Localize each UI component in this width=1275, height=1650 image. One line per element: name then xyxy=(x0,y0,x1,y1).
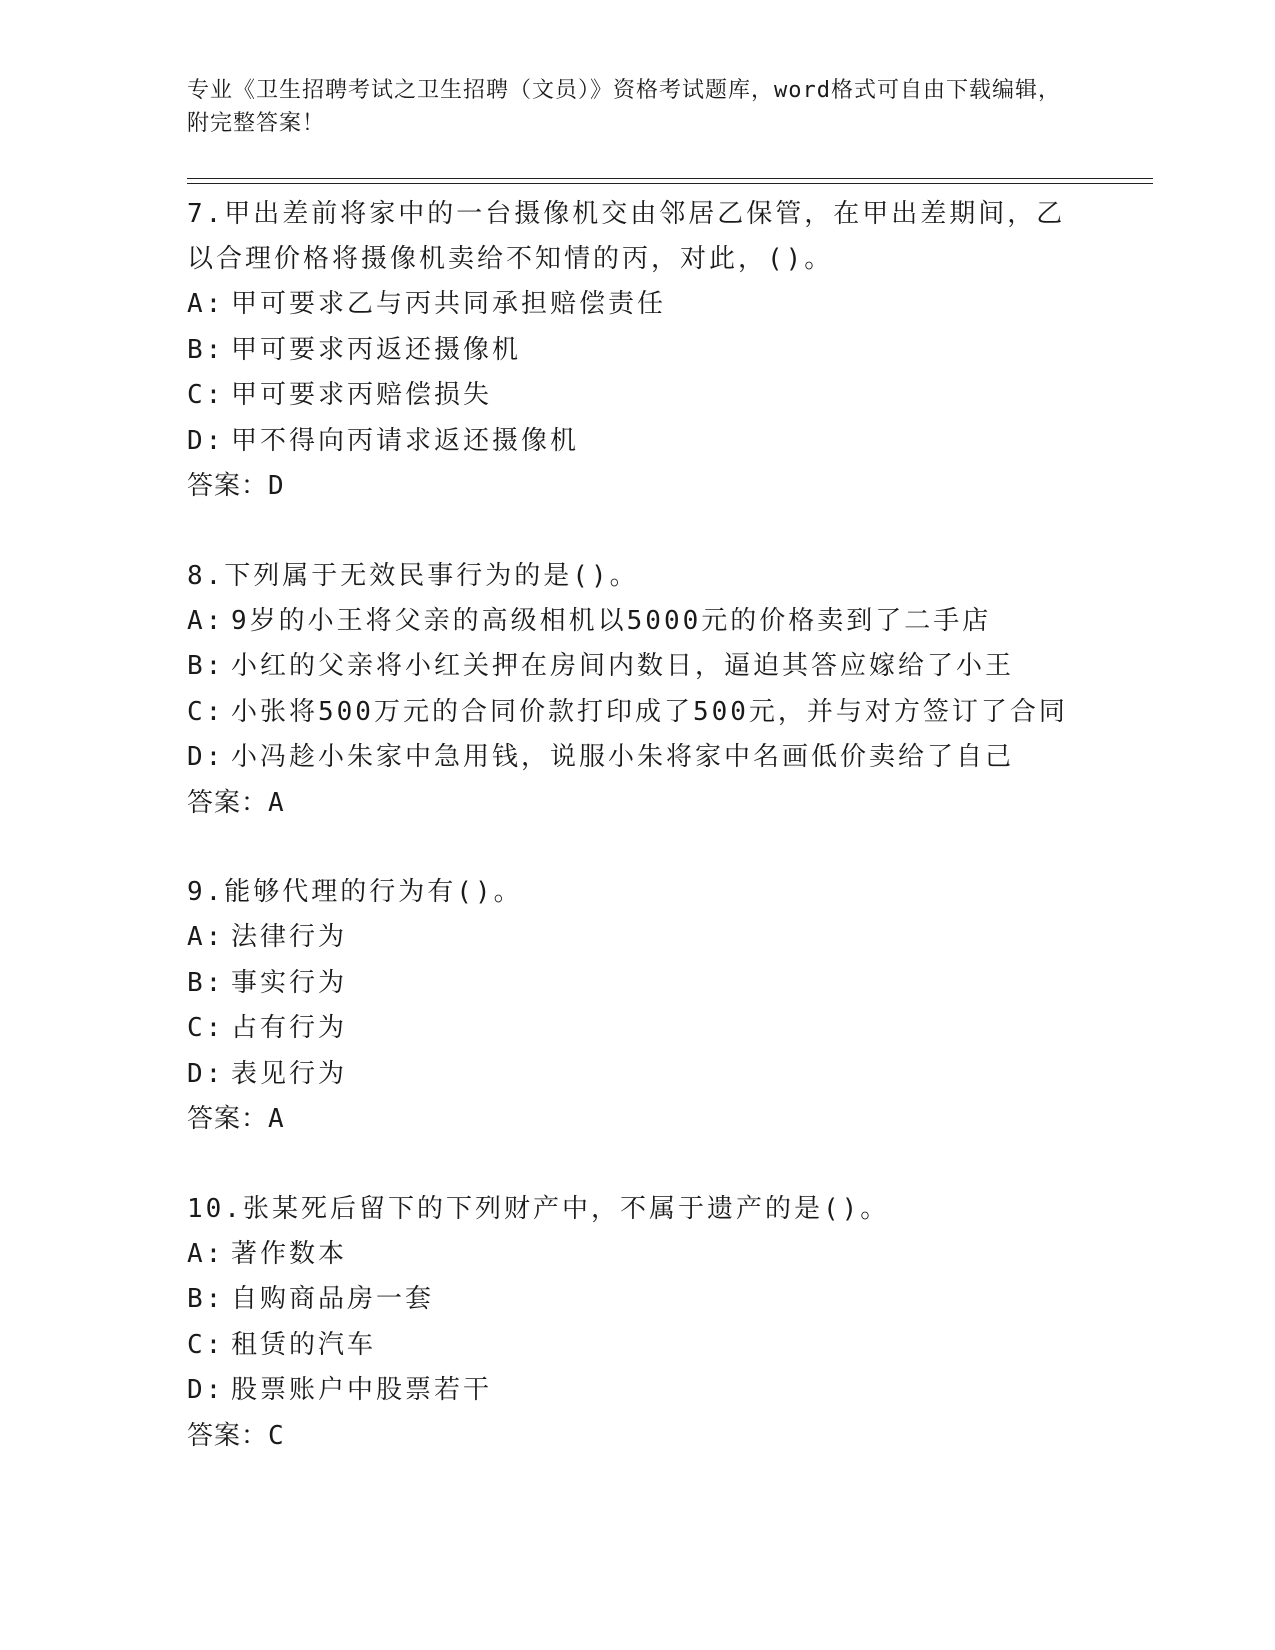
option-key: A: xyxy=(187,922,225,952)
question-text: 9.能够代理的行为有()。 xyxy=(187,877,523,907)
option-key: D: xyxy=(187,1375,225,1405)
option-key: C: xyxy=(187,1013,225,1043)
option-c xyxy=(187,373,1087,419)
question-9 xyxy=(187,870,1087,1143)
option-key: A: xyxy=(187,289,225,319)
option-c xyxy=(187,1006,1087,1052)
question-10 xyxy=(187,1187,1087,1460)
option-key: A: xyxy=(187,605,225,636)
option-text: 事实行为 xyxy=(231,967,348,998)
option-key: B: xyxy=(187,651,225,681)
option-text: 著作数本 xyxy=(231,1238,348,1269)
option-text: 租赁的汽车 xyxy=(231,1329,377,1360)
option-text: 甲不得向丙请求返还摄像机 xyxy=(231,425,580,456)
option-text: 小红的父亲将小红关押在房间内数日，逼迫其答应嫁给了小王 xyxy=(231,651,1015,681)
option-key: B: xyxy=(187,1284,225,1314)
question-list xyxy=(187,192,1087,1503)
option-text: 法律行为 xyxy=(231,922,348,952)
option-key: C: xyxy=(187,380,225,410)
option-d xyxy=(187,1052,1087,1098)
document-header: 专业《卫生招聘考试之卫生招聘（文员）》资格考试题库，word格式可自由下载编辑，附完整答案！ xyxy=(187,78,1061,136)
option-b xyxy=(187,961,1087,1007)
option-a xyxy=(187,1232,1087,1278)
option-a xyxy=(187,282,1087,328)
option-key: C: xyxy=(187,696,225,727)
option-b xyxy=(187,328,1087,374)
question-8 xyxy=(187,554,1087,827)
answer: 答案：A xyxy=(187,1104,285,1134)
option-d xyxy=(187,735,1087,781)
option-b xyxy=(187,1277,1087,1323)
option-text: 股票账户中股票若干 xyxy=(231,1375,493,1405)
option-text: 小张将500万元的合同价款打印成了500元，并与对方签订了合同 xyxy=(231,696,1068,727)
option-text: 9岁的小王将父亲的高级相机以5000元的价格卖到了二手店 xyxy=(231,605,992,636)
option-d xyxy=(187,1368,1087,1414)
option-text: 表见行为 xyxy=(231,1058,348,1089)
option-key: B: xyxy=(187,334,225,365)
option-a xyxy=(187,915,1087,961)
option-text: 小冯趁小朱家中急用钱，说服小朱将家中名画低价卖给了自己 xyxy=(231,742,1015,772)
option-text: 甲可要求丙返还摄像机 xyxy=(231,334,522,365)
option-key: A: xyxy=(187,1238,225,1269)
option-key: D: xyxy=(187,1058,225,1089)
option-text: 甲可要求乙与丙共同承担赔偿责任 xyxy=(231,289,667,319)
answer: 答案：D xyxy=(187,471,285,501)
option-c xyxy=(187,1323,1087,1369)
question-text: 7.甲出差前将家中的一台摄像机交由邻居乙保管，在甲出差期间，乙以合理价格将摄像机卖给不知情的丙，对此，()。 xyxy=(187,199,1066,274)
option-key: C: xyxy=(187,1329,225,1360)
answer: 答案：A xyxy=(187,787,285,818)
question-text: 8.下列属于无效民事行为的是()。 xyxy=(187,560,639,591)
option-b xyxy=(187,644,1087,690)
header-rule-bottom xyxy=(187,183,1153,184)
option-text: 占有行为 xyxy=(231,1013,348,1043)
option-c xyxy=(187,690,1087,736)
option-key: D: xyxy=(187,425,225,456)
answer: 答案：C xyxy=(187,1420,285,1451)
question-text: 10.张某死后留下的下列财产中，不属于遗产的是()。 xyxy=(187,1193,890,1224)
option-d xyxy=(187,419,1087,465)
option-text: 自购商品房一套 xyxy=(231,1284,435,1314)
question-7 xyxy=(187,192,1087,510)
option-a xyxy=(187,599,1087,645)
option-key: D: xyxy=(187,742,225,772)
header-rule-top xyxy=(187,178,1153,179)
option-key: B: xyxy=(187,967,225,998)
option-text: 甲可要求丙赔偿损失 xyxy=(231,380,493,410)
